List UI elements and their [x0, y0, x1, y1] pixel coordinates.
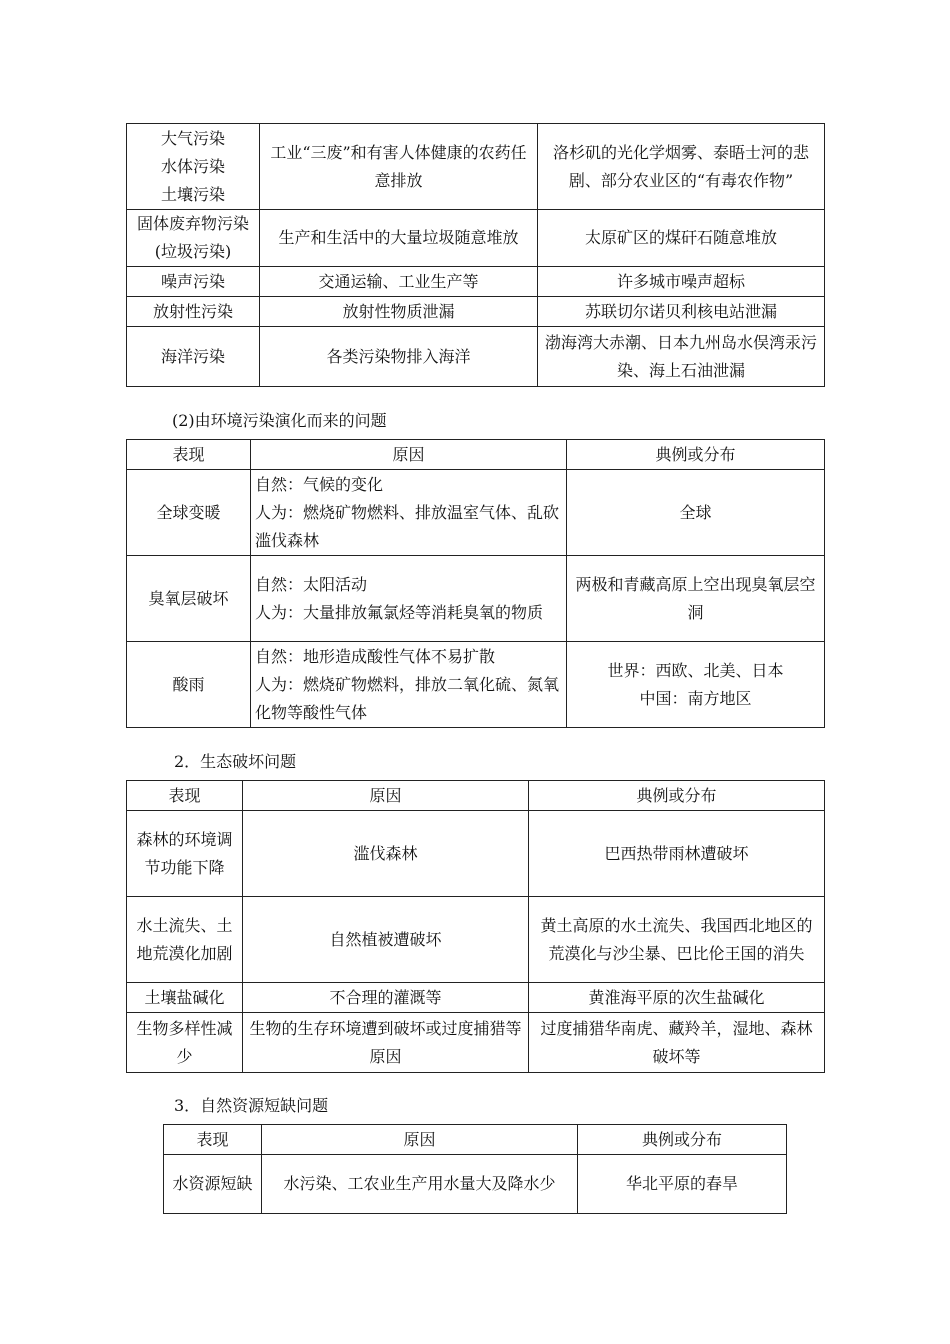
section-heading: 2．生态破坏问题 — [174, 752, 297, 771]
example-cell: 全球 — [567, 470, 825, 556]
example-cell: 许多城市噪声超标 — [538, 267, 825, 297]
example-line: 中国：南方地区 — [639, 688, 752, 708]
table-row — [127, 210, 825, 267]
header-cell: 典例或分布 — [529, 781, 825, 811]
table-row — [127, 897, 825, 983]
problem-type-cell: 全球变暖 — [127, 470, 251, 556]
section-heading: (2)由环境污染演化而来的问题 — [172, 411, 387, 430]
header-cell: 表现 — [127, 440, 251, 470]
section-heading: 3．自然资源短缺问题 — [174, 1096, 329, 1115]
example-cell: 巴西热带雨林遭破坏 — [529, 811, 825, 897]
table-row — [127, 556, 825, 642]
cause-cell — [251, 470, 567, 556]
pollution-type-label: 水体污染 — [160, 156, 225, 176]
example-cell: 太原矿区的煤矸石随意堆放 — [538, 210, 825, 267]
cause-line: 自然：气候的变化 — [255, 474, 384, 494]
header-cell: 典例或分布 — [567, 440, 825, 470]
problem-type-cell: 水资源短缺 — [164, 1155, 262, 1214]
pollution-type-label: 大气污染 — [160, 128, 225, 148]
example-cell: 黄淮海平原的次生盐碱化 — [529, 983, 825, 1013]
cause-cell: 水污染、工农业生产用水量大及降水少 — [262, 1155, 578, 1214]
pollution-type-cell: 噪声污染 — [127, 267, 260, 297]
table-row — [127, 811, 825, 897]
pollution-type-cell — [127, 124, 260, 210]
example-cell: 两极和青藏高原上空出现臭氧层空洞 — [567, 556, 825, 642]
problem-type-cell: 臭氧层破坏 — [127, 556, 251, 642]
header-cell: 原因 — [243, 781, 529, 811]
table-row — [127, 297, 825, 327]
header-cell: 原因 — [251, 440, 567, 470]
cause-cell: 滥伐森林 — [243, 811, 529, 897]
example-cell: 黄土高原的水土流失、我国西北地区的荒漠化与沙尘暴、巴比伦王国的消失 — [529, 897, 825, 983]
example-cell: 华北平原的春旱 — [578, 1155, 787, 1214]
cause-line: 人为：燃烧矿物燃料，排放二氧化硫、氮氧化物等酸性气体 — [255, 674, 560, 722]
cause-cell: 生物的生存环境遭到破坏或过度捕猎等原因 — [243, 1013, 529, 1073]
pollution-type-cell: 固体废弃物污染(垃圾污染) — [127, 210, 260, 267]
cause-cell — [251, 642, 567, 728]
table-row — [127, 470, 825, 556]
table-row — [127, 983, 825, 1013]
resource-shortage-table — [163, 1124, 787, 1214]
example-cell — [567, 642, 825, 728]
example-cell: 苏联切尔诺贝利核电站泄漏 — [538, 297, 825, 327]
cause-cell: 各类污染物排入海洋 — [260, 327, 538, 387]
cause-line: 人为：大量排放氟氯烃等消耗臭氧的物质 — [255, 602, 544, 622]
problem-type-cell: 水土流失、土地荒漠化加剧 — [127, 897, 243, 983]
table-header-row — [164, 1125, 787, 1155]
example-cell: 过度捕猎华南虎、藏羚羊，湿地、森林破坏等 — [529, 1013, 825, 1073]
example-cell: 渤海湾大赤潮、日本九州岛水俣湾汞污染、海上石油泄漏 — [538, 327, 825, 387]
header-cell: 表现 — [164, 1125, 262, 1155]
ecological-damage-table — [126, 780, 825, 1073]
problem-type-cell: 酸雨 — [127, 642, 251, 728]
cause-line: 自然：地形造成酸性气体不易扩散 — [255, 646, 496, 666]
cause-cell: 不合理的灌溉等 — [243, 983, 529, 1013]
table-header-row — [127, 781, 825, 811]
header-cell: 典例或分布 — [578, 1125, 787, 1155]
table-header-row — [127, 440, 825, 470]
header-cell: 表现 — [127, 781, 243, 811]
header-cell: 原因 — [262, 1125, 578, 1155]
derived-problems-table — [126, 439, 825, 728]
cause-cell: 工业“三废”和有害人体健康的农药任意排放 — [260, 124, 538, 210]
problem-type-cell: 生物多样性减少 — [127, 1013, 243, 1073]
table-row — [164, 1155, 787, 1214]
table-row — [127, 267, 825, 297]
example-cell: 洛杉矶的光化学烟雾、泰晤士河的悲剧、部分农业区的“有毒农作物” — [538, 124, 825, 210]
cause-cell: 生产和生活中的大量垃圾随意堆放 — [260, 210, 538, 267]
pollution-table — [126, 123, 825, 387]
cause-cell: 放射性物质泄漏 — [260, 297, 538, 327]
cause-line: 自然：太阳活动 — [255, 574, 368, 594]
cause-line: 人为：燃烧矿物燃料、排放温室气体、乱砍滥伐森林 — [255, 502, 560, 550]
pollution-type-cell: 放射性污染 — [127, 297, 260, 327]
table-row — [127, 327, 825, 387]
cause-cell: 自然植被遭破坏 — [243, 897, 529, 983]
table-row — [127, 124, 825, 210]
pollution-type-label: 土壤污染 — [160, 184, 225, 204]
table-row — [127, 1013, 825, 1073]
cause-cell — [251, 556, 567, 642]
example-line: 世界：西欧、北美、日本 — [607, 660, 784, 680]
cause-cell: 交通运输、工业生产等 — [260, 267, 538, 297]
problem-type-cell: 土壤盐碱化 — [127, 983, 243, 1013]
problem-type-cell: 森林的环境调节功能下降 — [127, 811, 243, 897]
table-row — [127, 642, 825, 728]
pollution-type-cell: 海洋污染 — [127, 327, 260, 387]
